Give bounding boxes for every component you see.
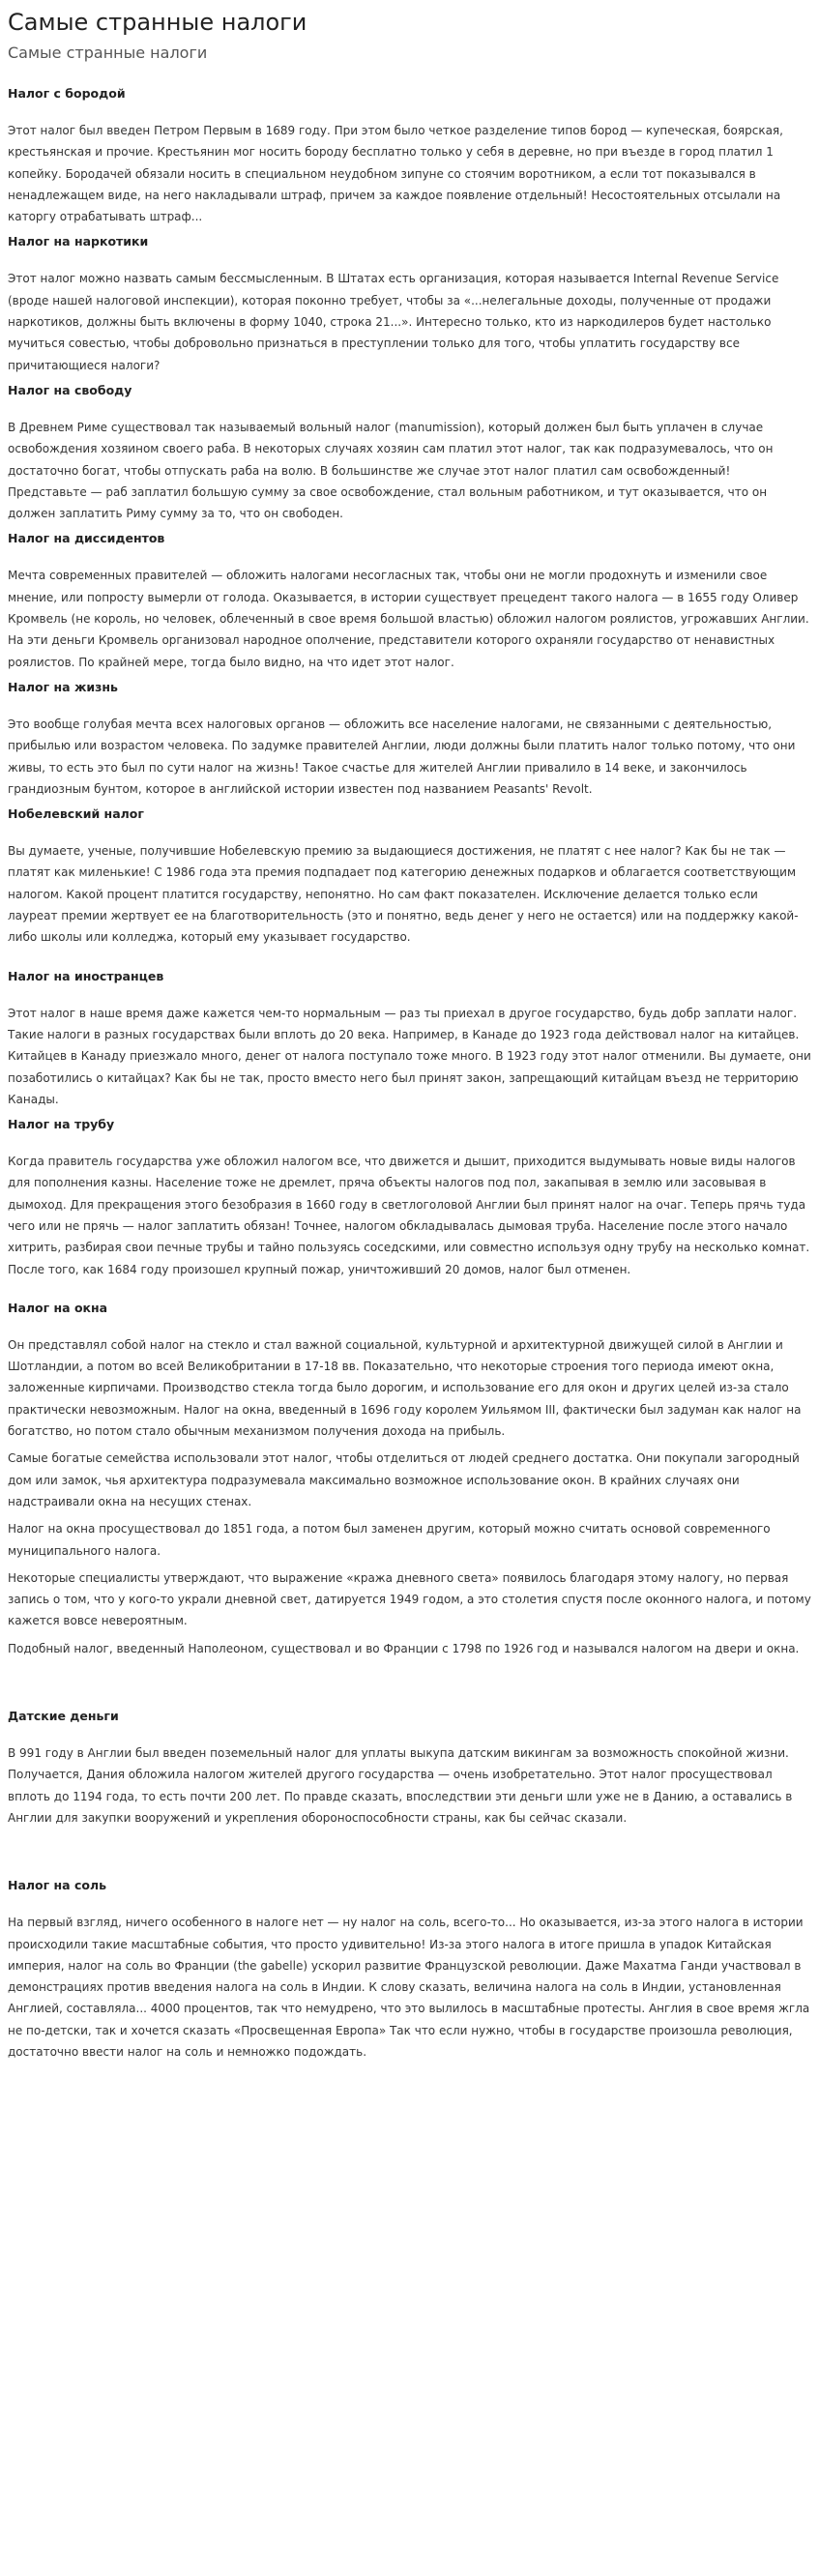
article — [0, 8, 819, 2063]
section-life-tax — [8, 679, 811, 800]
section-danegeld — [8, 1708, 811, 1829]
spacer — [8, 1834, 811, 1877]
section-drug-tax — [8, 233, 811, 375]
section-paragraph: Некоторые специалисты утверждают, что выражение «кража дневного света» появилось благодаря этому налогу, но первая запись о том, что у кого-то украли дневной свет, датируется 1949 годом, а это столетия спустя после оконного налога, и потому кажется вовсе невероятным. — [8, 1570, 811, 1628]
section-paragraph: Этот налог в наше время даже кажется чем-то нормальным — раз ты приехал в другое государство, будь добр заплати налог. Такие налоги в разных государствах были вплоть до 20 века. Например, в Канаде до 1923 года действовал налог на китайцев. Китайцев в Канаду приезжало много, денег от налога поступало тоже много. В 1923 году этот налог отменили. Вы думаете, они позаботились о китайцах? Как бы не так, просто вместо него был принят закон, запрещающий китайцам въезд не территорию Канады. — [8, 1006, 811, 1106]
spacer — [8, 1665, 811, 1708]
section-heading: Налог на иностранцев — [8, 968, 164, 983]
section-heading: Налог с бородой — [8, 86, 126, 101]
section-heading: Нобелевский налог — [8, 806, 144, 822]
section-paragraph: Этот налог был введен Петром Первым в 1689 году. При этом было четкое разделение типов бород — купеческая, боярская, крестьянская и прочие. Крестьянин мог носить бороду бесплатно только у себя в деревне, но при въезде в город платил 1 копейку. Бородачей обязали носить в специальном неудобном зипуне со стоячим воротником, а если тот показывался в ненадлежащем виде, на него накладывали штраф, причем за каждое появление отдельный! Несостоятельных отсылали на каторгу отрабатывать штраф... — [8, 124, 783, 224]
spacer — [8, 954, 811, 968]
section-heading: Налог на свободу — [8, 382, 132, 397]
section-paragraph: Налог на окна просуществовал до 1851 года, а потом был заменен другим, который можно считать основой современного муниципального налога. — [8, 1522, 771, 1558]
section-paragraph: Это вообще голубая мечта всех налоговых органов — обложить все население налогами, не связанными с деятельностью, прибылью или возрастом человека. По задумке правителей Англии, люди должны были платить налог только потому, что они живы, то есть это был по сути налог на жизнь! Такое счастье для жителей Англии привалило в 14 веке, и закончилось грандиозным бунтом, которое в английской истории известен под названием Peasants' Revolt. — [8, 717, 796, 796]
section-heading: Датские деньги — [8, 1709, 119, 1724]
section-paragraph: На первый взгляд, ничего особенного в налоге нет — ну налог на соль, всего-то... Но оказывается, из-за этого налога в истории происходили такие масштабные события, что просто удивительно! Из-за этого налога в итоге пришла в упадок Китайская империя, налог на соль во Франции (the gabelle) ускорил развитие Французской революции. Даже Махатма Ганди участвовал в демонстрациях против введения налога на соль в Индии. К слову сказать, величина налога на соль в Индии, установленная Англией, составляла... 4000 процентов, так что немудрено, что это вылилось в масштабные протесты. Англия в свое время жгла не по-детски, так и хочется сказать «Просвещенная Европа» Так что если нужно, чтобы в государстве произошла революция, достаточно ввести налог на соль и немножко подождать. — [8, 1916, 810, 2059]
section-paragraph: Мечта современных правителей — обложить налогами несогласных так, чтобы они не могли продохнуть и изменили свое мнение, или попросту вымерли от голода. Оказывается, в истории существует прецедент такого налога — в 1655 году Оливер Кромвель (не король, но человек, облеченный в свое время большой властью) обложил налогом роялистов, угрожавших Англии. На эти деньги Кромвель организовал народное ополчение, представители которого охраняли государство от ненавистных роялистов. По крайней мере, тогда было видно, на что идет этот налог. — [8, 569, 809, 669]
section-paragraph: Этот налог можно назвать самым бессмысленным. В Штатах есть организация, которая называется Internal Revenue Service (вроде нашей налоговой инспекции), которая поконно требует, чтобы за «...нелегальные доходы, полученные от продажи наркотиков, должны быть включены в форму 1040, строка 21...». Интересно только, кто из наркодилеров будет настолько мучиться совестью, чтобы добровольно признаться в преступлении только для того, чтобы уплатить государству все причитающиеся налоги? — [8, 272, 779, 372]
section-heading: Налог на наркотики — [8, 234, 149, 249]
section-foreigner-tax — [8, 968, 811, 1110]
section-heading: Налог на окна — [8, 1300, 108, 1315]
section-paragraph: Когда правитель государства уже обложил налогом все, что движется и дышит, приходится выдумывать новые виды налогов для пополнения казны. Население тоже не дремлет, пряча объекты налогов под пол, закапывая в землю или засовывая в дымоход. Для прекращения этого безобразия в 1660 году в светлоголовой Англии был принят налог на очаг. Теперь прячь туда чего или не прячь — налог заплатить обязан! Точнее, налогом обкладывалась дымовая труба. Население после этого начало хитрить, разбирая свои печные трубы и тайно пользуясь соседскими, или совместно используя одну трубу на несколько комнат. После того, как 1684 году произошел крупный пожар, уничтоживший 20 домов, налог был отменен. — [8, 1155, 810, 1276]
section-beard-tax — [8, 85, 811, 227]
section-paragraph: В 991 году в Англии был введен поземельный налог для уплаты выкупа датским викингам за возможность спокойной жизни. Получается, Дания обложила налогом жителей другого государства — очень изобретательно. Этот налог просуществовал вплоть до 1194 года, то есть почти 200 лет. По правде сказать, впоследствии эти деньги шли уже не в Данию, а оставались в Англии для закупки вооружений и укрепления обороноспособности страны, как бы сейчас сказали. — [8, 1746, 793, 1825]
page-title: Самые странные налоги — [8, 9, 307, 36]
section-heading: Налог на диссидентов — [8, 531, 165, 546]
section-window-tax — [8, 1300, 811, 1659]
section-heading: Налог на жизнь — [8, 679, 118, 694]
section-paragraph: В Древнем Риме существовал так называемый вольный налог (manumission), который должен был быть уплачен в случае освобождения хозяином своего раба. В некоторых случаях хозяин сам платил этот налог, так как подразумевалось, что он достаточно богат, чтобы отпускать раба на волю. В большинстве же случае этот налог платил сам освобожденный! Представьте — раб заплатил большую сумму за свое освобождение, стал вольным работником, и тут оказывается, что он должен заплатить Риму сумму за то, что он свободен. — [8, 420, 774, 521]
section-nobel-tax — [8, 805, 811, 948]
section-freedom-tax — [8, 382, 811, 524]
spacer — [8, 1286, 811, 1300]
section-paragraph: Подобный налог, введенный Наполеоном, существовал и во Франции с 1798 по 1926 год и назывался налогом на двери и окна. — [8, 1641, 800, 1655]
section-salt-tax — [8, 1877, 811, 2063]
section-paragraph: Он представлял собой налог на стекло и стал важной социальной, культурной и архитектурной движущей силой в Англии и Шотландии, а потом во всей Великобритании в 17-18 вв. Показательно, что некоторые строения того периода имеют окна, заложенные кирпичами. Производство стекла тогда было дорогим, и использование его для окон и других целей из-за стало практически невозможным. Налог на окна, введенный в 1696 году королем Уильямом III, фактически был задуман как налог на богатство, но потом стало обычным механизмом получения дохода на прибыль. — [8, 1337, 802, 1439]
section-heading: Налог на соль — [8, 1878, 107, 1893]
section-paragraph: Самые богатые семейства использовали этот налог, чтобы отделиться от людей среднего достатка. Они покупали загородный дом или замок, чья архитектура подразумевала максимально возможное использование окон. В крайних случаях они надстраивали окна на несущих стенах. — [8, 1451, 800, 1508]
section-paragraph: Вы думаете, ученые, получившие Нобелевскую премию за выдающиеся достижения, не платят с нее налог? Как бы не так — платят как миленькие! С 1986 года эта премия подпадает под категорию денежных подарков и облагается соответствующим налогом. Какой процент платится государству, непонятно. Но сам факт показателен. Исключение делается только если лауреат премии жертвует ее на благотворительность (это и понятно, ведь денег у него не остается) или на поддержку какой-либо школы или колледжа, который ему указывает государство. — [8, 844, 799, 945]
page-subtitle: Самые странные налоги — [8, 44, 208, 62]
section-chimney-tax — [8, 1116, 811, 1280]
section-heading: Налог на трубу — [8, 1117, 115, 1132]
section-dissident-tax — [8, 530, 811, 672]
